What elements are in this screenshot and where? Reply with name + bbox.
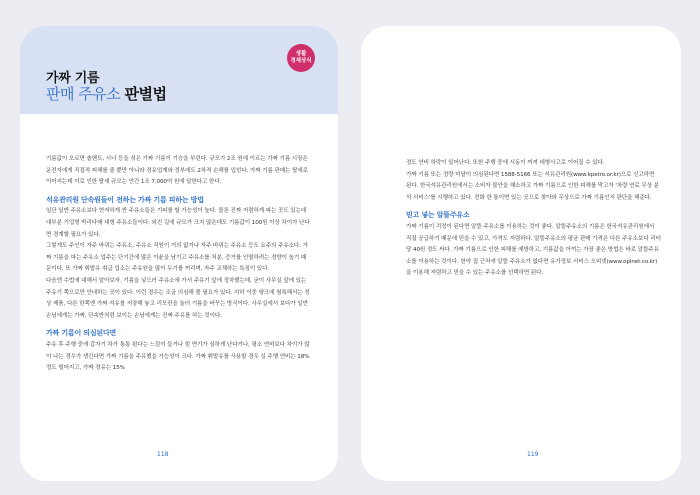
section-heading-tips: 석유관리원 단속원들이 전하는 가짜 기름 피하는 방법 — [46, 195, 204, 204]
page-number: 119 — [527, 451, 539, 458]
badge-line-1: 생활 — [295, 51, 307, 57]
body-paragraph: 그렇게도 주인이 자주 바뀌는 주유소, 주유소 직원이 거의 없거나 자주 바뀌는 주유소 등도 요주의 주유소다. 가짜 기름을 파는 주유소 업주는 단기간에 많은 이윤을 남기고 주유소를 처분, 증거를 인멸하려는 경향이 높기 때문이다. 또 가짜 휘발유 취급 업소는 주유원을 많이 두기를 꺼리며, 자주 교체하는 특징이 있다. — [46, 243, 308, 273]
page-subtitle — [46, 83, 166, 104]
subtitle-bold: 판별법 — [124, 85, 167, 103]
body-paragraph: 일단 일반 주유소보다 현저하게 싼 주유소들은 기피를 할 가능성이 높다. 물론 진짜 저렴하게 파는 곳도 있는데 대부분 기업형 박리다매 대형 주유소들이다. 외진 길에 규모가 크지 않은데도 기름값이 100원 이상 차이가 난다면 경계할 필요가 있다. — [46, 208, 310, 238]
subtitle-plain: 판매 주유소 — [46, 85, 125, 103]
body-paragraph: 주유 후 주행 중에 갑자기 차가 통통 튄다는 느낌이 들거나 힘 면기가 심하게 난다거나, 평소 연비보다 차이가 많이 나는 경우가 생긴다면 가짜 기름을 주유했을 가능성이 크다. 가짜 휘발유를 사용할 경우 실 주행 연비는 18%정도 떨어지고, 가짜 경유는 15% — [46, 341, 310, 372]
body-paragraph: 정도 연비 하락이 일어난다. 또한 주행 중에 시동이 꺼져 대형사고로 이어질 수 있다. — [406, 160, 605, 166]
body-paragraph: 다음엔 수법에 대해서 알아보자. 기름을 넣으러 주유소에 가서 주유기 앞에 정차했는데, 굳이 사무실 앞에 있는 주유기 쪽으로만 안내하는 곳이 있다. 이런 경우는 조금 의심해 볼 필요가 있다. 지하 이중 탱크에 첨록해서는 정상 제품, 다른 한쪽엔 가짜 석유를 저장해 놓고 리모컨을 눌러 기름을 바꾸는 방식이다. 사무실에서 보다가 일반 손님에게는 가짜, 단속반처럼 보이는 손님에게는 진짜 주유를 하는 것이다. — [46, 277, 310, 319]
body-paragraph: 가짜 기름이 걱정이 된다면 알뜰 주유소를 이용하는 것이 좋다. 알뜰주유소의 기름은 한국석유관리원에서 직접 공급하기 때문에 믿을 수 있고, 가격도 저렴하다. 알뜰주유소의 평균 판매 가격은 다른 주유소보다 리터당 40원 정도 싸다. 가짜 기름으로 인한 피해를 예방하고, 기름값을 아끼는 가장 좋은 방법은 바로 알뜰주유소를 이용하는 것이다. 한약 집 근처에 알뜰 주유소가 없다면 유가정보 서비스 오피넷(www.opinet.co.kr)을 이용해 저렴하고 믿을 수 있는 주유소를 선택하면 된다. — [406, 223, 661, 277]
page-number: 118 — [157, 451, 169, 458]
intro-paragraph: 기름값이 오르면 솔벤트, 시너 등을 섞은 가짜 기름이 기승을 부린다. 규모가 2조 원에 이르는 가짜 기름 시장은 운전자에게 직접적 피해를 줄 뿐만 아니라 정유업계와 정부에도 2차적 손해를 입힌다. 가짜 기름 판매는 탈세로 이어지는데 이로 인한 탈세 규모는 연간 1조 7,000억 원에 달한다고 한다. — [46, 156, 308, 186]
badge-line-2: 경제상식 — [290, 58, 312, 64]
page-title: 가짜 기름 — [46, 71, 100, 86]
body-paragraph: 가짜 기름 또는 정량 미달이 의심된다면 1588-5166 또는 석유관리원(www.kpetro.or.kr)으로 신고하면 된다. 한국석유관리원에서는 소비자 불안을 해소하고 가짜 기름으로 인한 피해를 막고자 '차량 연료 무상 분석 서비스'를 시행하고 있다. 전화 한 통이면 있는 곳으로 찾아와 무상으로 가짜 기름인지 판단을 해준다. — [406, 171, 659, 201]
left-content — [46, 154, 310, 375]
right-content — [406, 158, 661, 280]
left-page — [20, 26, 338, 481]
category-badge — [287, 44, 315, 72]
right-page — [361, 26, 681, 481]
section-heading-alddeul: 믿고 넣는 알뜰주유소 — [406, 211, 470, 220]
section-heading-suspect: 가짜 기름이 의심된다면 — [46, 329, 117, 338]
